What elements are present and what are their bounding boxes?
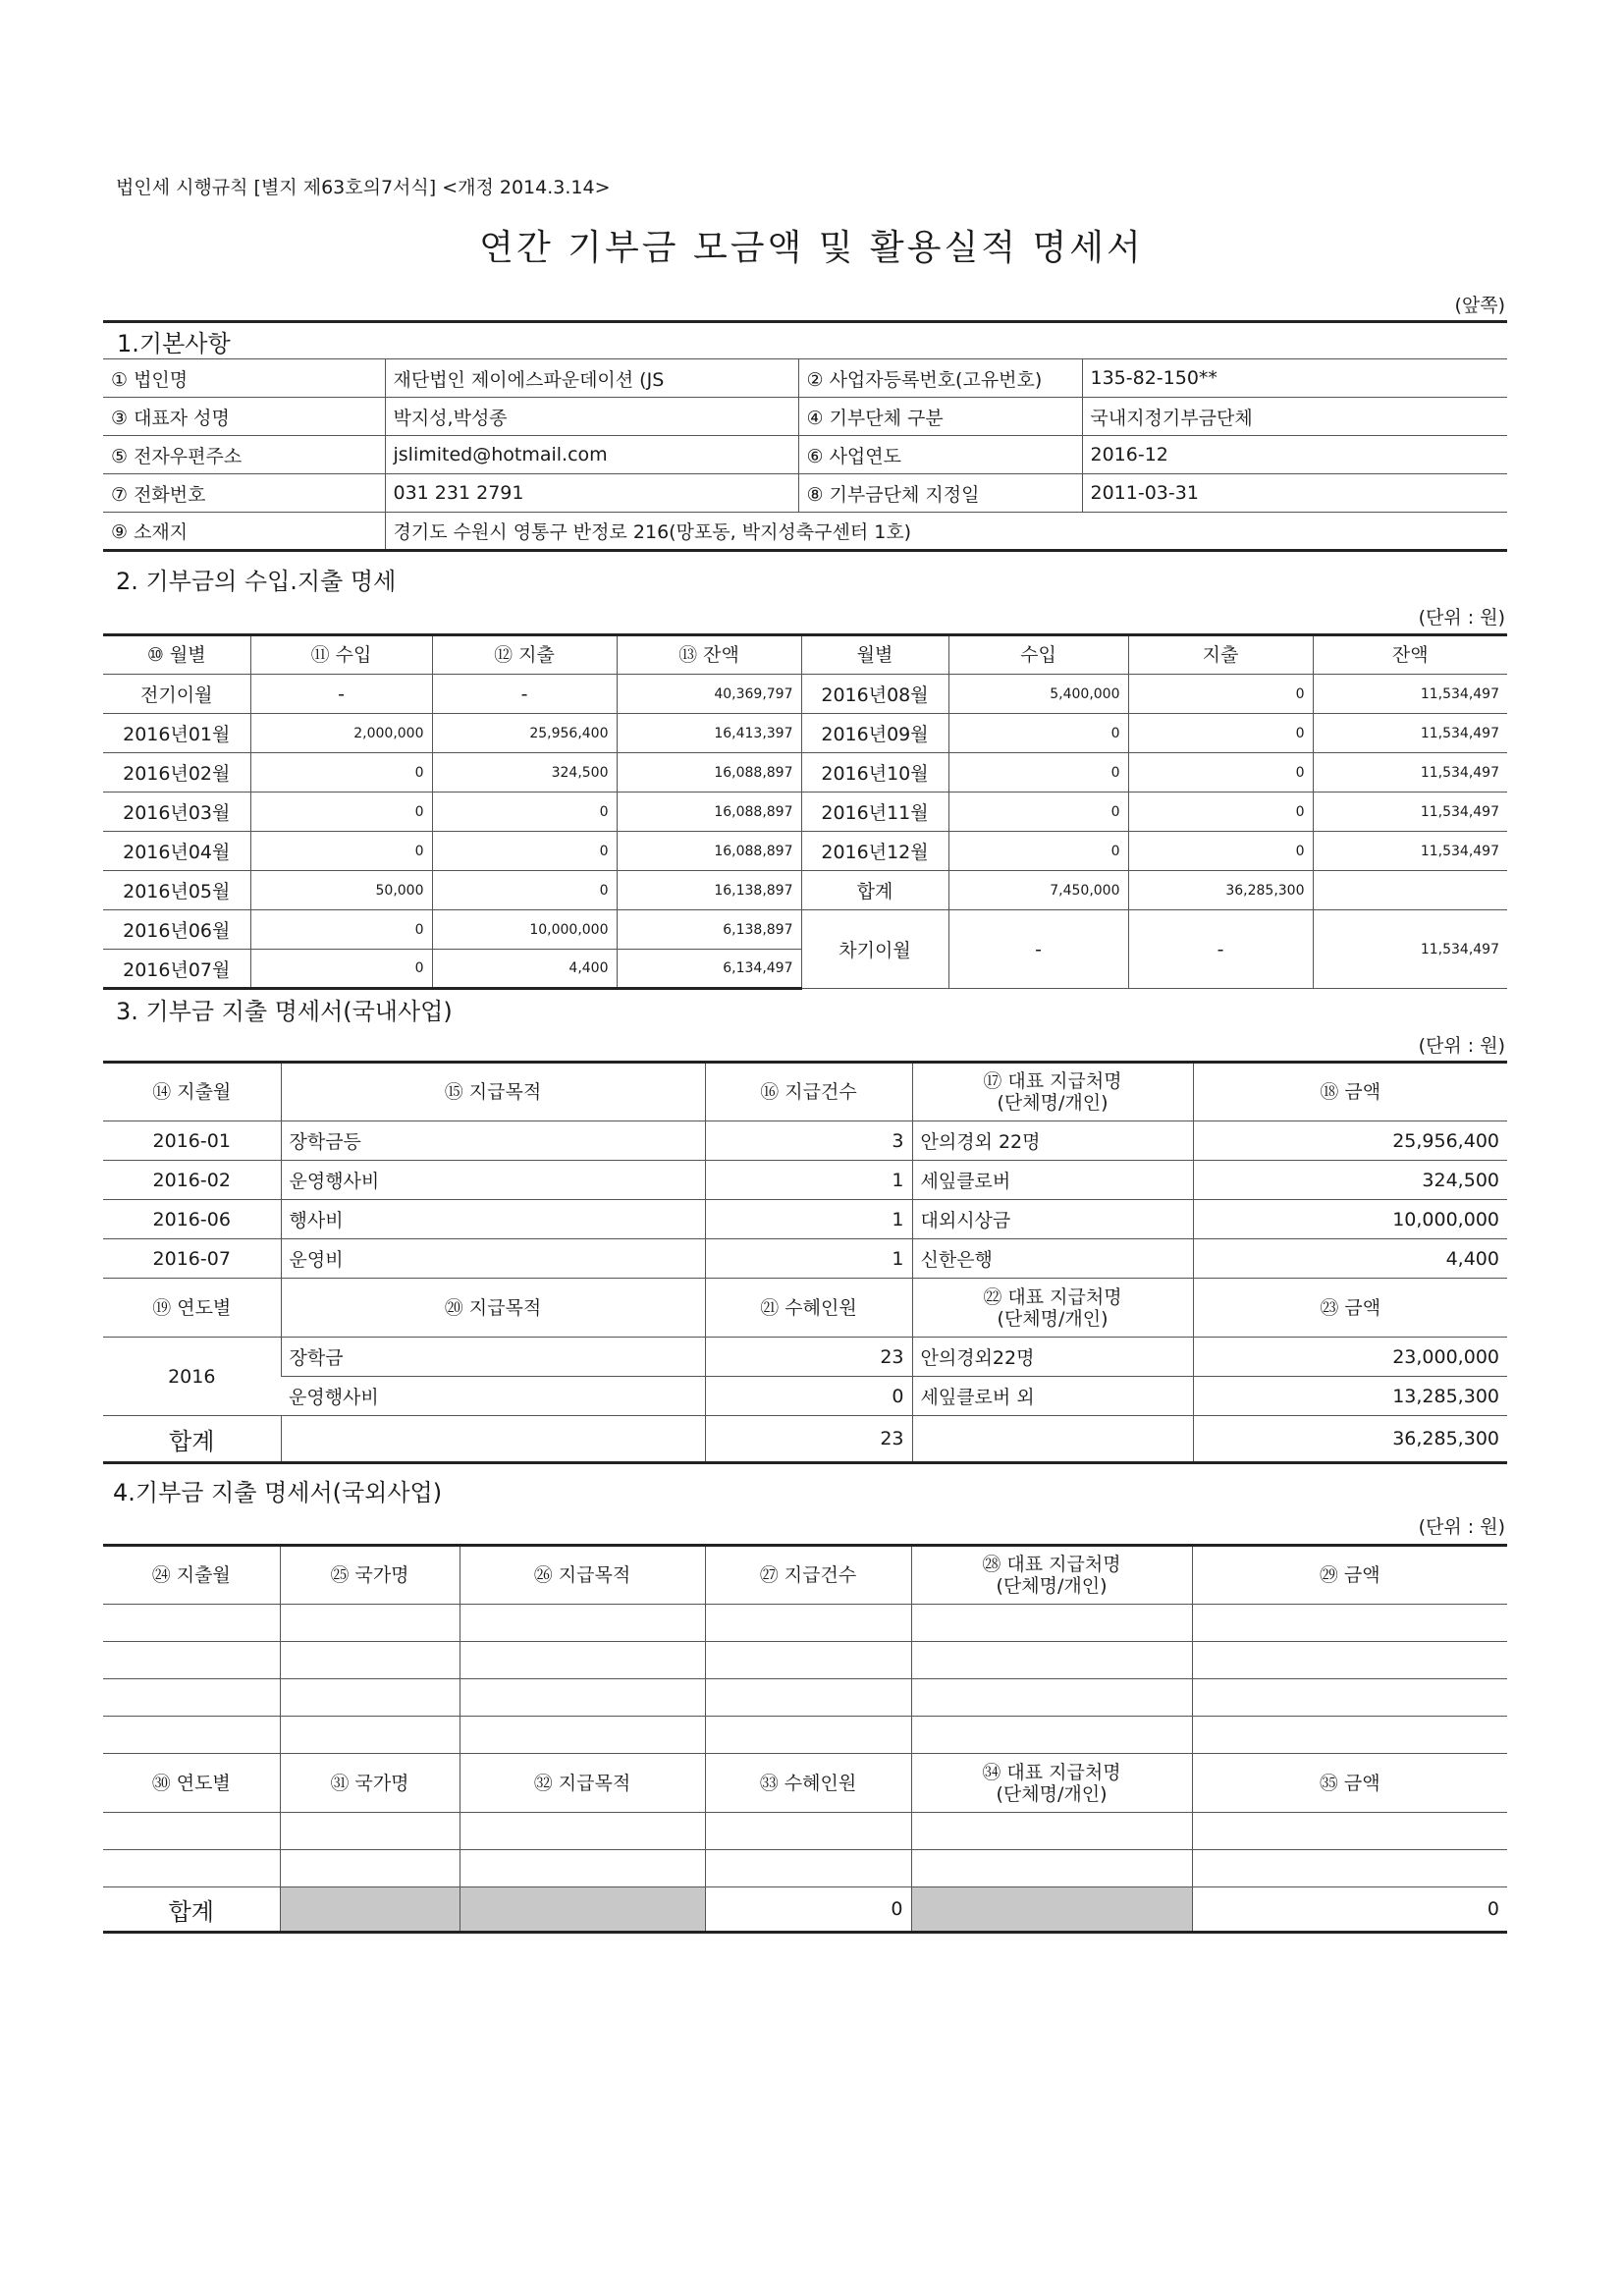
table-cell: 신한은행	[912, 1239, 1193, 1279]
column-header: ㉖ 지급목적	[460, 1546, 705, 1605]
table-cell: 운영행사비	[281, 1377, 705, 1416]
field-value: jslimited@hotmail.com	[385, 436, 798, 474]
table-row	[103, 910, 1507, 950]
table-row	[103, 675, 1507, 714]
table-cell: 5,400,000	[948, 675, 1128, 714]
empty-cell	[1192, 1813, 1507, 1850]
table-cell: 차기이월	[801, 910, 948, 989]
table-cell: 16,413,397	[617, 714, 801, 753]
table-row	[103, 753, 1507, 793]
table-cell: 25,956,400	[1193, 1121, 1507, 1161]
table-cell: 2016년03월	[103, 793, 250, 832]
empty-cell	[460, 1813, 705, 1850]
table-cell: 16,088,897	[617, 832, 801, 871]
empty-cell	[705, 1679, 911, 1717]
empty-cell	[280, 1642, 460, 1679]
empty-cell	[911, 1717, 1192, 1754]
table-cell: 0	[1128, 832, 1313, 871]
table-row	[103, 793, 1507, 832]
legal-reference: 법인세 시행규칙 [별지 제63호의7서식] <개정 2014.3.14>	[116, 177, 611, 198]
table-row	[103, 1121, 1507, 1161]
unit-label: (단위 : 원)	[1418, 1035, 1505, 1057]
table-cell: 50,000	[250, 871, 432, 910]
table-cell	[912, 1416, 1193, 1463]
table-cell: 324,500	[1193, 1161, 1507, 1200]
table-cell: 2,000,000	[250, 714, 432, 753]
table-cell	[1313, 871, 1507, 910]
domestic-expense-table	[103, 1061, 1507, 1464]
table-row	[103, 1887, 1507, 1933]
table-row	[103, 635, 1507, 675]
table-cell: 대외시상금	[912, 1200, 1193, 1239]
table-row	[103, 359, 1507, 398]
table-cell: 2016년10월	[801, 753, 948, 793]
field-label: ④ 기부단체 구분	[798, 398, 1082, 436]
table-cell: 합계	[103, 1887, 280, 1933]
column-header: ⑯ 지급건수	[705, 1063, 912, 1121]
table-cell	[911, 1887, 1192, 1933]
table-cell: 2016년02월	[103, 753, 250, 793]
table-row	[103, 1605, 1507, 1642]
table-cell: 0	[1128, 714, 1313, 753]
table-cell: 11,534,497	[1313, 753, 1507, 793]
table-cell: 0	[948, 714, 1128, 753]
table-cell: 11,534,497	[1313, 675, 1507, 714]
table-cell: 세잎클로버 외	[912, 1377, 1193, 1416]
empty-cell	[911, 1679, 1192, 1717]
section-title: 4.기부금 지출 명세서(국외사업)	[113, 1479, 443, 1506]
table-cell: 2016년12월	[801, 832, 948, 871]
table-row	[103, 1813, 1507, 1850]
column-header: ㉝ 수혜인원	[705, 1754, 911, 1813]
table-cell: -	[948, 910, 1128, 989]
table-cell: 2016-02	[103, 1161, 281, 1200]
empty-cell	[1192, 1679, 1507, 1717]
column-header: ⑪ 수입	[250, 635, 432, 675]
table-cell: 0	[432, 793, 617, 832]
field-label: ② 사업자등록번호(고유번호)	[798, 359, 1082, 398]
empty-cell	[1192, 1605, 1507, 1642]
table-row	[103, 1679, 1507, 1717]
table-cell: 10,000,000	[432, 910, 617, 950]
empty-cell	[460, 1605, 705, 1642]
empty-cell	[460, 1717, 705, 1754]
table-cell: 안의경외 22명	[912, 1121, 1193, 1161]
table-cell: 0	[948, 793, 1128, 832]
table-row	[103, 1063, 1507, 1121]
empty-cell	[460, 1679, 705, 1717]
table-cell: 0	[1128, 793, 1313, 832]
empty-cell	[705, 1605, 911, 1642]
table-cell: 1	[705, 1239, 912, 1279]
empty-cell	[103, 1679, 280, 1717]
table-cell: 36,285,300	[1193, 1416, 1507, 1463]
table-cell: 0	[948, 832, 1128, 871]
income-expense-table	[103, 633, 1507, 990]
column-header: ⑭ 지출월	[103, 1063, 281, 1121]
empty-cell	[1192, 1717, 1507, 1754]
field-value: 135-82-150**	[1082, 359, 1507, 398]
table-row	[103, 1200, 1507, 1239]
table-cell: 23,000,000	[1193, 1338, 1507, 1377]
table-cell: 11,534,497	[1313, 714, 1507, 753]
table-cell: 장학금	[281, 1338, 705, 1377]
column-header: ⑳ 지급목적	[281, 1279, 705, 1338]
table-row	[103, 1754, 1507, 1813]
table-cell: 2016	[103, 1338, 281, 1416]
column-header: ⑩ 월별	[103, 635, 250, 675]
table-cell: 합계	[801, 871, 948, 910]
table-cell: 운영행사비	[281, 1161, 705, 1200]
table-cell: 4,400	[432, 950, 617, 989]
table-cell: 6,134,497	[617, 950, 801, 989]
empty-cell	[280, 1605, 460, 1642]
column-header: 잔액	[1313, 635, 1507, 675]
table-cell: 0	[705, 1377, 912, 1416]
field-label: ⑧ 기부금단체 지정일	[798, 474, 1082, 513]
column-header: ㉘ 대표 지급처명 (단체명/개인)	[911, 1546, 1192, 1605]
table-cell: 0	[250, 950, 432, 989]
table-cell: 3	[705, 1121, 912, 1161]
field-label: ③ 대표자 성명	[103, 398, 385, 436]
table-cell: 2016년11월	[801, 793, 948, 832]
table-cell: 운영비	[281, 1239, 705, 1279]
table-cell: 0	[250, 832, 432, 871]
column-header: ㉑ 수혜인원	[705, 1279, 912, 1338]
column-header: ㉓ 금액	[1193, 1279, 1507, 1338]
column-header: 지출	[1128, 635, 1313, 675]
table-cell: 세잎클로버	[912, 1161, 1193, 1200]
table-cell: 2016년06월	[103, 910, 250, 950]
field-label: ⑨ 소재지	[103, 513, 385, 551]
field-value: 국내지정기부금단체	[1082, 398, 1507, 436]
column-header: ⑰ 대표 지급처명 (단체명/개인)	[912, 1063, 1193, 1121]
empty-cell	[911, 1813, 1192, 1850]
document-title: 연간 기부금 모금액 및 활용실적 명세서	[479, 228, 1144, 268]
field-label: ① 법인명	[103, 359, 385, 398]
section-title: 3. 기부금 지출 명세서(국내사업)	[116, 998, 453, 1025]
field-label: ⑥ 사업연도	[798, 436, 1082, 474]
table-cell: 40,369,797	[617, 675, 801, 714]
table-cell: -	[1128, 910, 1313, 989]
empty-cell	[705, 1850, 911, 1887]
field-label: ⑦ 전화번호	[103, 474, 385, 513]
table-cell: 0	[432, 832, 617, 871]
table-cell: 2016년08월	[801, 675, 948, 714]
field-value: 재단법인 제이에스파운데이션 (JS	[385, 359, 798, 398]
table-row	[103, 1377, 1507, 1416]
column-header: ⑱ 금액	[1193, 1063, 1507, 1121]
column-header: ㉞ 대표 지급처명 (단체명/개인)	[911, 1754, 1192, 1813]
column-header: 월별	[801, 635, 948, 675]
column-header: ⑮ 지급목적	[281, 1063, 705, 1121]
table-cell: 0	[1192, 1887, 1507, 1933]
section-title: 1.기본사항	[103, 322, 1507, 359]
table-cell: 행사비	[281, 1200, 705, 1239]
field-value: 경기도 수원시 영통구 반정로 216(망포동, 박지성축구센터 1호)	[385, 513, 1507, 551]
table-row	[103, 474, 1507, 513]
basic-info-table	[103, 320, 1507, 552]
table-row	[103, 871, 1507, 910]
table-cell: 2016년05월	[103, 871, 250, 910]
empty-cell	[911, 1605, 1192, 1642]
table-cell: 16,088,897	[617, 793, 801, 832]
table-row	[103, 1239, 1507, 1279]
table-cell: 324,500	[432, 753, 617, 793]
column-header: 수입	[948, 635, 1128, 675]
table-cell: 13,285,300	[1193, 1377, 1507, 1416]
table-row	[103, 1279, 1507, 1338]
field-value: 박지성,박성종	[385, 398, 798, 436]
table-cell: 전기이월	[103, 675, 250, 714]
empty-cell	[460, 1642, 705, 1679]
table-cell: 11,534,497	[1313, 910, 1507, 989]
table-row	[103, 1642, 1507, 1679]
table-row	[103, 1546, 1507, 1605]
empty-cell	[103, 1813, 280, 1850]
table-cell: 11,534,497	[1313, 793, 1507, 832]
empty-cell	[103, 1642, 280, 1679]
table-cell: 안의경외22명	[912, 1338, 1193, 1377]
column-header: ⑲ 연도별	[103, 1279, 281, 1338]
table-cell: -	[432, 675, 617, 714]
column-header: ㉙ 금액	[1192, 1546, 1507, 1605]
table-cell: 2016-07	[103, 1239, 281, 1279]
page-side-label: (앞쪽)	[1454, 295, 1505, 316]
table-cell: 0	[432, 871, 617, 910]
table-cell: 11,534,497	[1313, 832, 1507, 871]
empty-cell	[103, 1717, 280, 1754]
table-cell: 23	[705, 1338, 912, 1377]
table-row	[103, 398, 1507, 436]
empty-cell	[1192, 1642, 1507, 1679]
table-cell: 0	[250, 910, 432, 950]
column-header: ⑬ 잔액	[617, 635, 801, 675]
column-header: ㉟ 금액	[1192, 1754, 1507, 1813]
table-cell: 1	[705, 1200, 912, 1239]
column-header: ㉚ 연도별	[103, 1754, 280, 1813]
section-title: 2. 기부금의 수입.지출 명세	[116, 568, 397, 595]
table-cell: 7,450,000	[948, 871, 1128, 910]
column-header: ⑫ 지출	[432, 635, 617, 675]
table-cell: 2016년09월	[801, 714, 948, 753]
table-cell: 2016년07월	[103, 950, 250, 989]
field-label: ⑤ 전자우편주소	[103, 436, 385, 474]
table-cell: 4,400	[1193, 1239, 1507, 1279]
table-cell: 1	[705, 1161, 912, 1200]
table-cell: 장학금등	[281, 1121, 705, 1161]
field-value: 2011-03-31	[1082, 474, 1507, 513]
empty-cell	[280, 1850, 460, 1887]
table-row	[103, 832, 1507, 871]
table-row	[103, 1717, 1507, 1754]
table-cell	[280, 1887, 460, 1933]
empty-cell	[460, 1850, 705, 1887]
empty-cell	[1192, 1850, 1507, 1887]
column-header: ㉜ 지급목적	[460, 1754, 705, 1813]
table-row	[103, 1338, 1507, 1377]
table-cell: 2016년01월	[103, 714, 250, 753]
table-row	[103, 1850, 1507, 1887]
empty-cell	[103, 1605, 280, 1642]
field-value: 031 231 2791	[385, 474, 798, 513]
column-header: ㉗ 지급건수	[705, 1546, 911, 1605]
table-cell: 0	[1128, 675, 1313, 714]
table-row	[103, 1161, 1507, 1200]
table-cell: 10,000,000	[1193, 1200, 1507, 1239]
empty-cell	[280, 1813, 460, 1850]
field-value: 2016-12	[1082, 436, 1507, 474]
table-row	[103, 1416, 1507, 1463]
unit-label: (단위 : 원)	[1418, 1516, 1505, 1538]
empty-cell	[911, 1642, 1192, 1679]
empty-cell	[280, 1679, 460, 1717]
foreign-expense-table	[103, 1544, 1507, 1934]
column-header: ㉔ 지출월	[103, 1546, 280, 1605]
table-cell: 0	[1128, 753, 1313, 793]
column-header: ㉛ 국가명	[280, 1754, 460, 1813]
table-cell: 0	[250, 753, 432, 793]
empty-cell	[911, 1850, 1192, 1887]
table-cell: 23	[705, 1416, 912, 1463]
table-cell: 16,088,897	[617, 753, 801, 793]
empty-cell	[280, 1717, 460, 1754]
empty-cell	[705, 1813, 911, 1850]
table-cell: 0	[948, 753, 1128, 793]
table-cell: 2016년04월	[103, 832, 250, 871]
unit-label: (단위 : 원)	[1418, 607, 1505, 629]
table-cell: 0	[250, 793, 432, 832]
table-cell: 25,956,400	[432, 714, 617, 753]
table-cell: -	[250, 675, 432, 714]
table-row	[103, 513, 1507, 551]
table-cell: 합계	[103, 1416, 281, 1463]
empty-cell	[705, 1717, 911, 1754]
table-cell	[281, 1416, 705, 1463]
column-header: ㉕ 국가명	[280, 1546, 460, 1605]
empty-cell	[103, 1850, 280, 1887]
table-cell: 2016-06	[103, 1200, 281, 1239]
table-row	[103, 714, 1507, 753]
table-cell	[460, 1887, 705, 1933]
table-cell: 36,285,300	[1128, 871, 1313, 910]
table-cell: 2016-01	[103, 1121, 281, 1161]
column-header: ㉒ 대표 지급처명 (단체명/개인)	[912, 1279, 1193, 1338]
table-cell: 6,138,897	[617, 910, 801, 950]
empty-cell	[705, 1642, 911, 1679]
table-cell: 0	[705, 1887, 911, 1933]
table-cell: 16,138,897	[617, 871, 801, 910]
table-row	[103, 436, 1507, 474]
